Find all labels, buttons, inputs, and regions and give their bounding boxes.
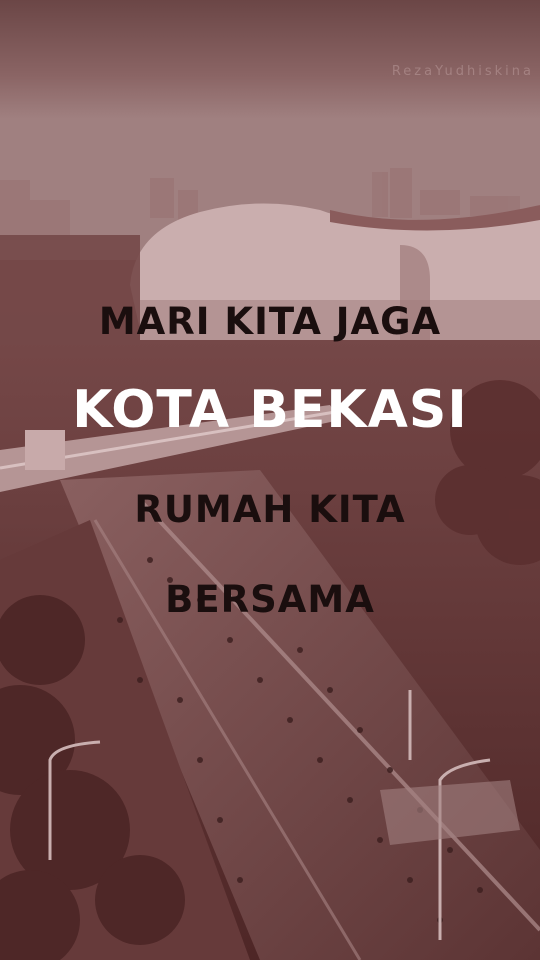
photographer-watermark: RezaYudhiskina [391, 64, 534, 79]
headline-line-3: RUMAH KITA [134, 488, 406, 531]
headline-city-name: KOTA BEKASI [72, 380, 468, 440]
headline-line-4: BERSAMA [165, 578, 375, 621]
headline-line-1: MARI KITA JAGA [98, 300, 442, 343]
